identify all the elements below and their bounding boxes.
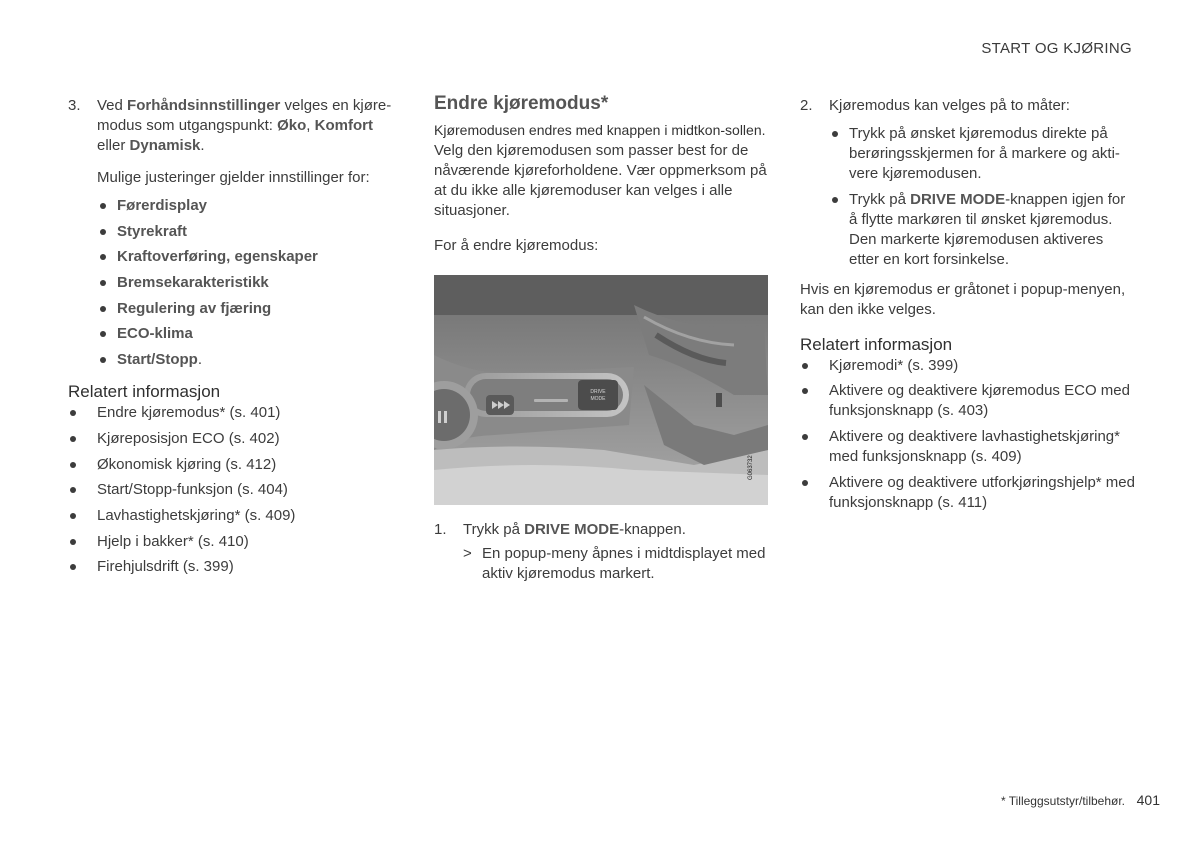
- related-link[interactable]: Økonomisk kjøring (s. 412): [68, 455, 403, 475]
- text-run: .: [197, 351, 203, 369]
- drive-button-label: DRIVE: [590, 388, 606, 395]
- drive-button-label: MODE: [590, 395, 606, 402]
- text-run: Trykk på: [463, 520, 525, 538]
- adjust-item: Styrekraft: [97, 222, 403, 242]
- related-heading: Relatert informasjon: [800, 334, 953, 354]
- adjust-intro: Mulige justeringer gjelder innstillinger for:: [97, 169, 370, 186]
- console-illustration: [434, 275, 768, 505]
- adjust-list: [68, 196, 403, 370]
- step-1-text: [463, 521, 686, 538]
- related-link[interactable]: Kjøreposisjon ECO (s. 402): [68, 429, 403, 449]
- related-heading: Relatert informasjon: [68, 382, 221, 402]
- section-title: START OG KJØRING: [981, 40, 1132, 57]
- body-text: Velg den kjøremodusen som passer best for de nåværende kjøreforholdene. Vær oppmerksom på at du ikke alle kjøremoduser kan velges i alle situasjoner.: [434, 141, 767, 219]
- bold-term: DRIVE MODE: [524, 520, 620, 538]
- column-right: [800, 92, 1135, 518]
- text-run: ,: [306, 117, 315, 134]
- adjust-item: Regulering av fjæring: [97, 299, 403, 319]
- text-run: .: [200, 137, 205, 154]
- related-link[interactable]: Aktivere og deaktivere lavhastighetskjøring* med funksjonsknapp (s. 409): [800, 427, 1135, 467]
- related-link[interactable]: Aktivere og deaktivere kjøremodus ECO med funksjonsknapp (s. 403): [800, 381, 1135, 421]
- step-2-text: Kjøremodus kan velges på to måter:: [829, 97, 1070, 114]
- column-left: [68, 92, 403, 583]
- adjust-item: Førerdisplay: [97, 196, 403, 216]
- way-item: [829, 190, 1135, 270]
- result-marker: >: [463, 544, 472, 562]
- footnote: * Tilleggsutstyr/tilbehør.: [1000, 794, 1126, 808]
- related-list: [800, 356, 1135, 513]
- related-list: [68, 403, 403, 577]
- step-1: [434, 520, 769, 540]
- lead-text: Kjøremodusen endres med knappen i midtkon-sollen.: [434, 122, 766, 138]
- change-intro: For å endre kjøremodus:: [434, 236, 599, 254]
- adjust-item: Kraftoverføring, egenskaper: [97, 247, 403, 267]
- drive-mode-photo: [434, 275, 768, 505]
- text-run: -knappen.: [619, 520, 686, 538]
- adjust-item-last: [97, 350, 403, 370]
- bold-term: Forhåndsinnstillinger: [127, 97, 281, 114]
- text-run: Trykk på: [849, 190, 911, 208]
- bold-term: Komfort: [314, 117, 373, 134]
- page-footer: [1001, 792, 1160, 808]
- image-code: G063732: [748, 454, 754, 480]
- bold-term: Dynamisk: [129, 137, 201, 154]
- text-run: Ved: [97, 97, 128, 114]
- step-number: 2.: [800, 97, 813, 114]
- adjust-item-label: Start/Stopp: [117, 351, 198, 369]
- step-2: [800, 96, 1135, 116]
- related-link[interactable]: Hjelp i bakker* (s. 410): [68, 532, 403, 552]
- text-run: -knappen igjen for å flytte markøren til ønsket kjøremodus. Den markerte kjøremodusen aktiveres etter en kort forsinkelse.: [849, 190, 1126, 268]
- step-3-text: [97, 97, 391, 154]
- bold-term: DRIVE MODE: [910, 190, 1006, 208]
- step-1-result: [434, 544, 769, 584]
- greyed-note: Hvis en kjøremodus er gråtonet i popup-menyen, kan den ikke velges.: [800, 280, 1126, 318]
- column-middle: [434, 92, 769, 584]
- related-link[interactable]: Kjøremodi* (s. 399): [800, 356, 1135, 376]
- related-link[interactable]: Lavhastighetskjøring* (s. 409): [68, 506, 403, 526]
- step-number: 3.: [68, 97, 81, 114]
- related-link[interactable]: Endre kjøremodus* (s. 401): [68, 403, 403, 423]
- page-number: 401: [1136, 792, 1160, 808]
- section-heading: Endre kjøremodus*: [434, 93, 609, 114]
- step-number: 1.: [434, 520, 447, 538]
- ways-list: [800, 124, 1135, 270]
- adjust-item: Bremsekarakteristikk: [97, 273, 403, 293]
- way-item: Trykk på ønsket kjøremodus direkte på berøringsskjermen for å markere og akti-vere kjøremodusen.: [829, 124, 1135, 184]
- result-text: En popup-meny åpnes i midtdisplayet med aktiv kjøremodus markert.: [482, 544, 766, 582]
- bold-term: Øko: [277, 117, 307, 134]
- related-link[interactable]: Start/Stopp-funksjon (s. 404): [68, 480, 403, 500]
- related-link[interactable]: Firehjulsdrift (s. 399): [68, 557, 403, 577]
- adjust-item: ECO-klima: [97, 324, 403, 344]
- step-3: [68, 96, 403, 156]
- related-link[interactable]: Aktivere og deaktivere utforkjøringshjelp* med funksjonsknapp (s. 411): [800, 473, 1135, 513]
- text-run: eller: [97, 137, 130, 154]
- text-run: velges en kjøre-modus som utgangspunkt:: [97, 97, 392, 134]
